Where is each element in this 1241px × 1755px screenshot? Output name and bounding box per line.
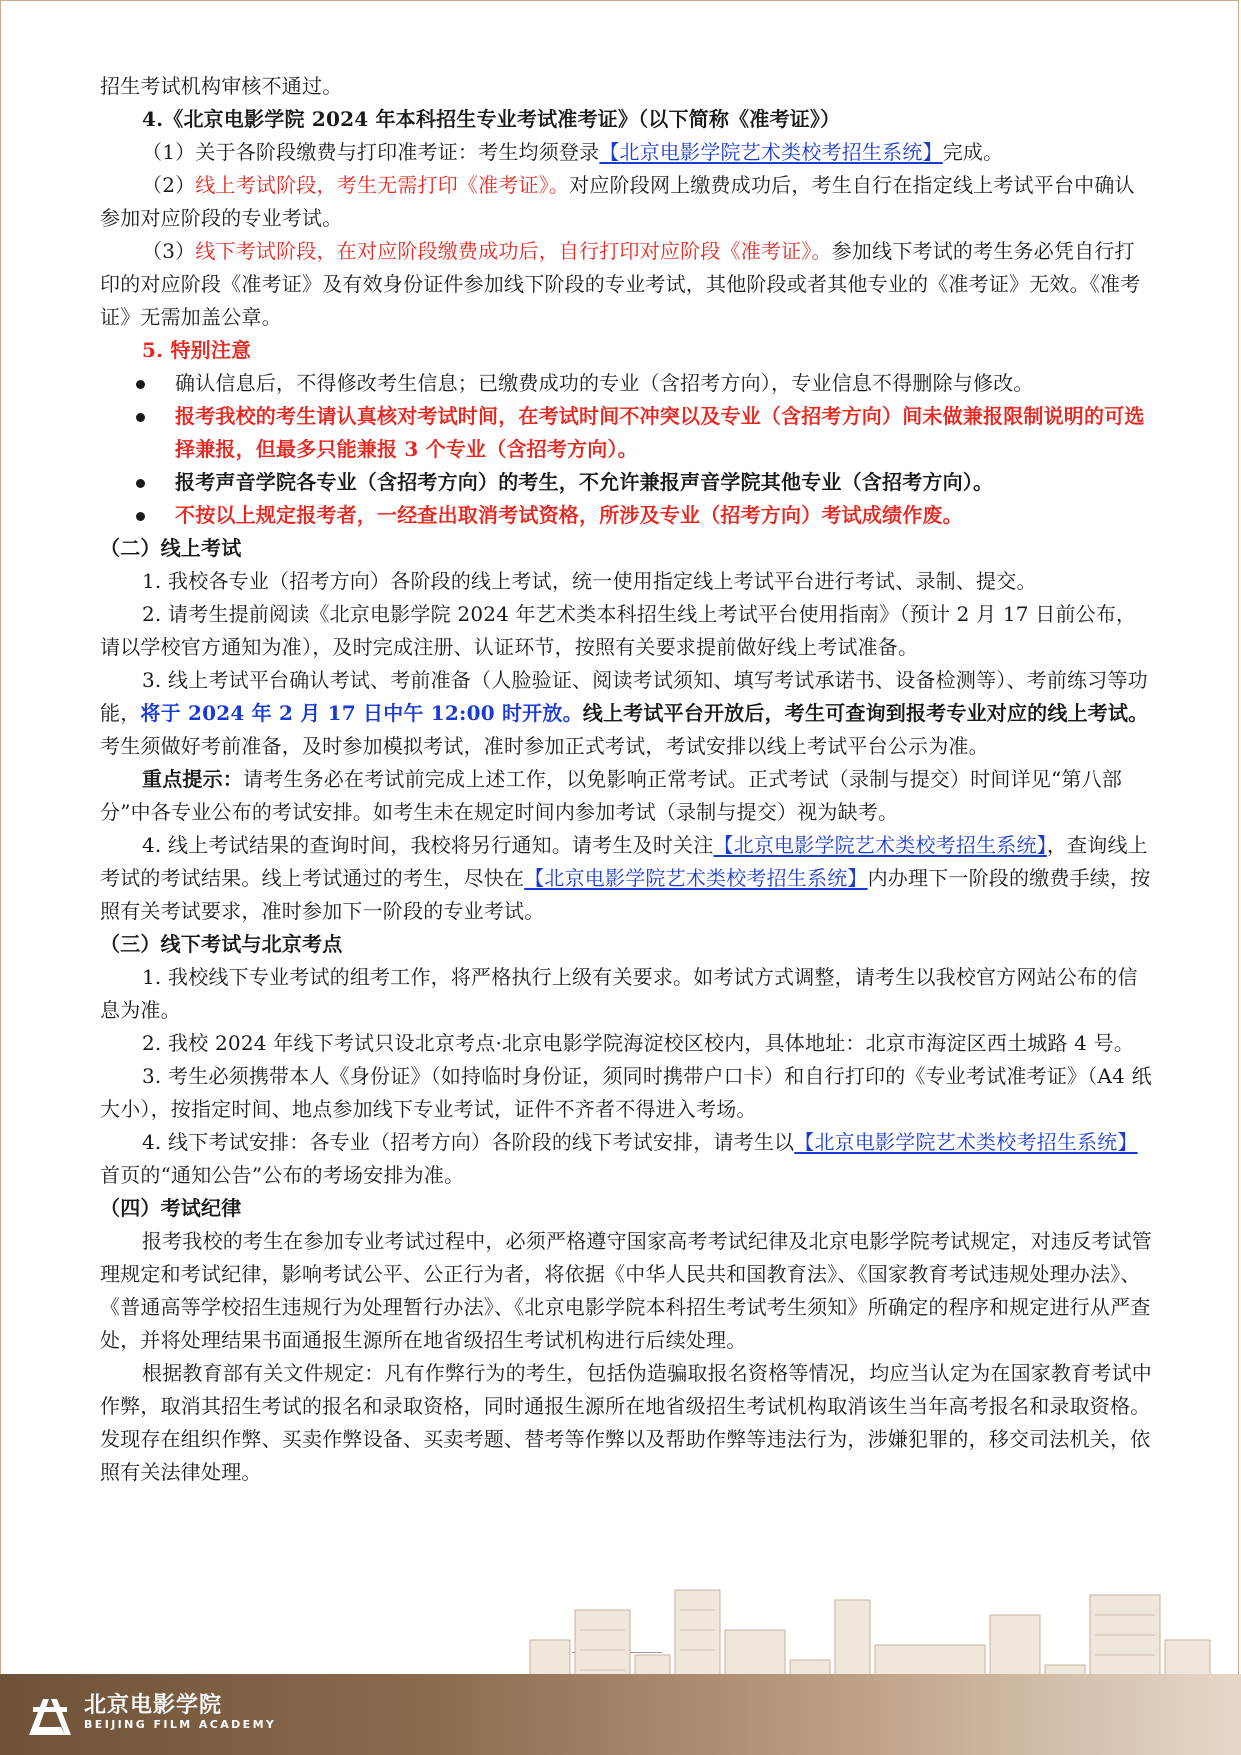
bullet-text: 报考我校的考生请认真核对考试时间，在考试时间不冲突以及专业（含招考方向）间未做兼报限制说明的可选择兼报，但最多只能兼报 3 个专业（含招考方向）。 <box>175 404 1145 461</box>
text: 首页的“通知公告”公布的考场安排为准。 <box>100 1163 465 1187</box>
paragraph <box>100 829 1152 928</box>
paragraph <box>100 169 1152 235</box>
text: 内办理下一阶段的缴费手续，按照有关考试要求，准时参加下一阶段的专业考试。 <box>100 866 1151 923</box>
highlight-text: 线上考试阶段，考生无需打印《准考证》。 <box>195 173 570 197</box>
academy-logo-icon <box>25 1693 75 1737</box>
highlight-text: 线下考试阶段，在对应阶段缴费成功后，自行打印对应阶段《准考证》。 <box>195 239 832 263</box>
paragraph <box>100 136 1152 169</box>
text: （3） <box>142 239 196 263</box>
section-heading: 4.《北京电影学院 2024 年本科招生专业考试准考证》（以下简称《准考证》） <box>142 107 841 131</box>
paragraph <box>100 664 1152 763</box>
exam-system-link[interactable]: 【北京电影学院艺术类校考招生系统】 <box>524 866 868 890</box>
logo-chinese-name: 北京电影学院 <box>84 1693 223 1718</box>
bullet-item <box>100 400 1152 466</box>
text: ，查询线上考试的考试结果。线上考试通过的考生，尽快在 <box>100 833 1148 890</box>
text: （1）关于各阶段缴费与打印准考证：考生均须登录 <box>142 140 600 164</box>
bullet-item <box>100 499 1152 532</box>
exam-system-link[interactable]: 【北京电影学院艺术类校考招生系统】 <box>599 140 943 164</box>
section-title: （三）线下考试与北京考点 <box>100 932 343 956</box>
text: 3. 线上考试平台确认考试、考前准备（人脸验证、阅读考试须知、填写考试承诺书、设备检测等）、考前练习等功能， <box>100 668 1148 725</box>
paragraph: 2. 请考生提前阅读《北京电影学院 2024 年艺术类本科招生线上考试平台使用指南》（预计 2 月 17 日前公布，请以学校官方通知为准），及时完成注册、认证环节，按照有关要求提前做好线上考试准备。 <box>100 602 1137 659</box>
paragraph <box>100 763 1152 829</box>
bullet-text: 确认信息后，不得修改考生信息；已缴费成功的专业（含招考方向），专业信息不得删除与修改。 <box>175 371 1034 395</box>
highlight-text: 将于 2024 年 2 月 17 日中午 12:00 时开放。 <box>140 701 583 725</box>
paragraph: 1. 我校线下专业考试的组考工作，将严格执行上级有关要求。如考试方式调整，请考生以我校官方网站公布的信息为准。 <box>100 965 1138 1022</box>
text: 完成。 <box>942 140 1004 164</box>
text: 4. 线下考试安排：各专业（招考方向）各阶段的线下考试安排，请考生以 <box>142 1130 795 1154</box>
bullet-icon <box>136 413 145 422</box>
bullet-icon <box>136 380 145 389</box>
bullet-icon <box>136 512 145 521</box>
document-body <box>100 70 1152 1489</box>
exam-system-link[interactable]: 【北京电影学院艺术类校考招生系统】 <box>794 1130 1138 1154</box>
bullet-text: 不按以上规定报考者，一经查出取消考试资格，所涉及专业（招考方向）考试成绩作废。 <box>175 503 963 527</box>
section-title: （四）考试纪律 <box>100 1196 242 1220</box>
section-heading: 5. 特别注意 <box>142 338 252 362</box>
text: 4. 线上考试结果的查询时间，我校将另行通知。请考生及时关注 <box>142 833 714 857</box>
exam-system-link[interactable]: 【北京电影学院艺术类校考招生系统】 <box>713 833 1047 857</box>
text: 请考生务必在考试前完成上述工作，以免影响正常考试。正式考试（录制与提交）时间详见“第八部分”中各专业公布的考试安排。如考生未在规定时间内参加考试（录制与提交）视为缺考。 <box>100 767 1123 824</box>
logo-english-name: BEIJING FILM ACADEMY <box>84 1718 277 1731</box>
paragraph: 2. 我校 2024 年线下考试只设北京考点·北京电影学院海淀校区校内，具体地址：北京市海淀区西土城路 4 号。 <box>142 1031 1135 1055</box>
paragraph: 招生考试机构审核不通过。 <box>100 74 343 98</box>
bullet-item <box>100 367 1152 400</box>
text: 考生须做好考前准备，及时参加模拟考试，准时参加正式考试，考试安排以线上考试平台公示为准。 <box>100 734 989 758</box>
text: 对应阶段网上缴费成功后，考生自行在指定线上考试平台中确认参加对应阶段的专业考试。 <box>100 173 1135 230</box>
paragraph: 报考我校的考生在参加专业考试过程中，必须严格遵守国家高考考试纪律及北京电影学院考试规定，对违反考试管理规定和考试纪律，影响考试公平、公正行为者，将依据《中华人民共和国教育法》、《国家教育考试违规处理办法》、《普通高等学校招生违规行为处理暂行办法》、《北京电影学院本科招生考试考生须知》所确定的程序和规定进行从严查处，并将处理结果书面通报生源所在地省级招生考试机构进行后续处理。 <box>100 1229 1152 1352</box>
text: 参加线下考试的考生务必凭自行打印的对应阶段《准考证》及有效身份证件参加线下阶段的专业考试，其他阶段或者其他专业的《准考证》无效。《准考证》无需加盖公章。 <box>100 239 1141 329</box>
section-title: （二）线上考试 <box>100 536 242 560</box>
bullet-icon <box>136 479 145 488</box>
paragraph: 1. 我校各专业（招考方向）各阶段的线上考试，统一使用指定线上考试平台进行考试、录制、提交。 <box>142 569 1037 593</box>
bullet-text: 报考声音学院各专业（含招考方向）的考生，不允许兼报声音学院其他专业（含招考方向）。 <box>175 470 994 494</box>
text: （2） <box>142 173 196 197</box>
paragraph: 根据教育部有关文件规定：凡有作弊行为的考生，包括伪造骗取报名资格等情况，均应当认定为在国家教育考试中作弊，取消其招生考试的报名和录取资格，同时通报生源所在地省级招生考试机构取消该生当年高考报名和录取资格。发现存在组织作弊、买卖作弊设备、买卖考题、替考等作弊以及帮助作弊等违法行为，涉嫌犯罪的，移交司法机关，依照有关法律处理。 <box>100 1361 1152 1484</box>
bullet-item <box>100 466 1152 499</box>
bold-text: 重点提示： <box>142 767 243 791</box>
bold-text: 线上考试平台开放后，考生可查询到报考专业对应的线上考试。 <box>582 701 1149 725</box>
paragraph: 3. 考生必须携带本人《身份证》（如持临时身份证，须同时携带户口卡）和自行打印的《专业考试准考证》（A4 纸大小），按指定时间、地点参加线下专业考试，证件不齐者不得进入考场。 <box>100 1064 1152 1121</box>
paragraph <box>100 235 1152 334</box>
paragraph <box>100 1126 1152 1192</box>
